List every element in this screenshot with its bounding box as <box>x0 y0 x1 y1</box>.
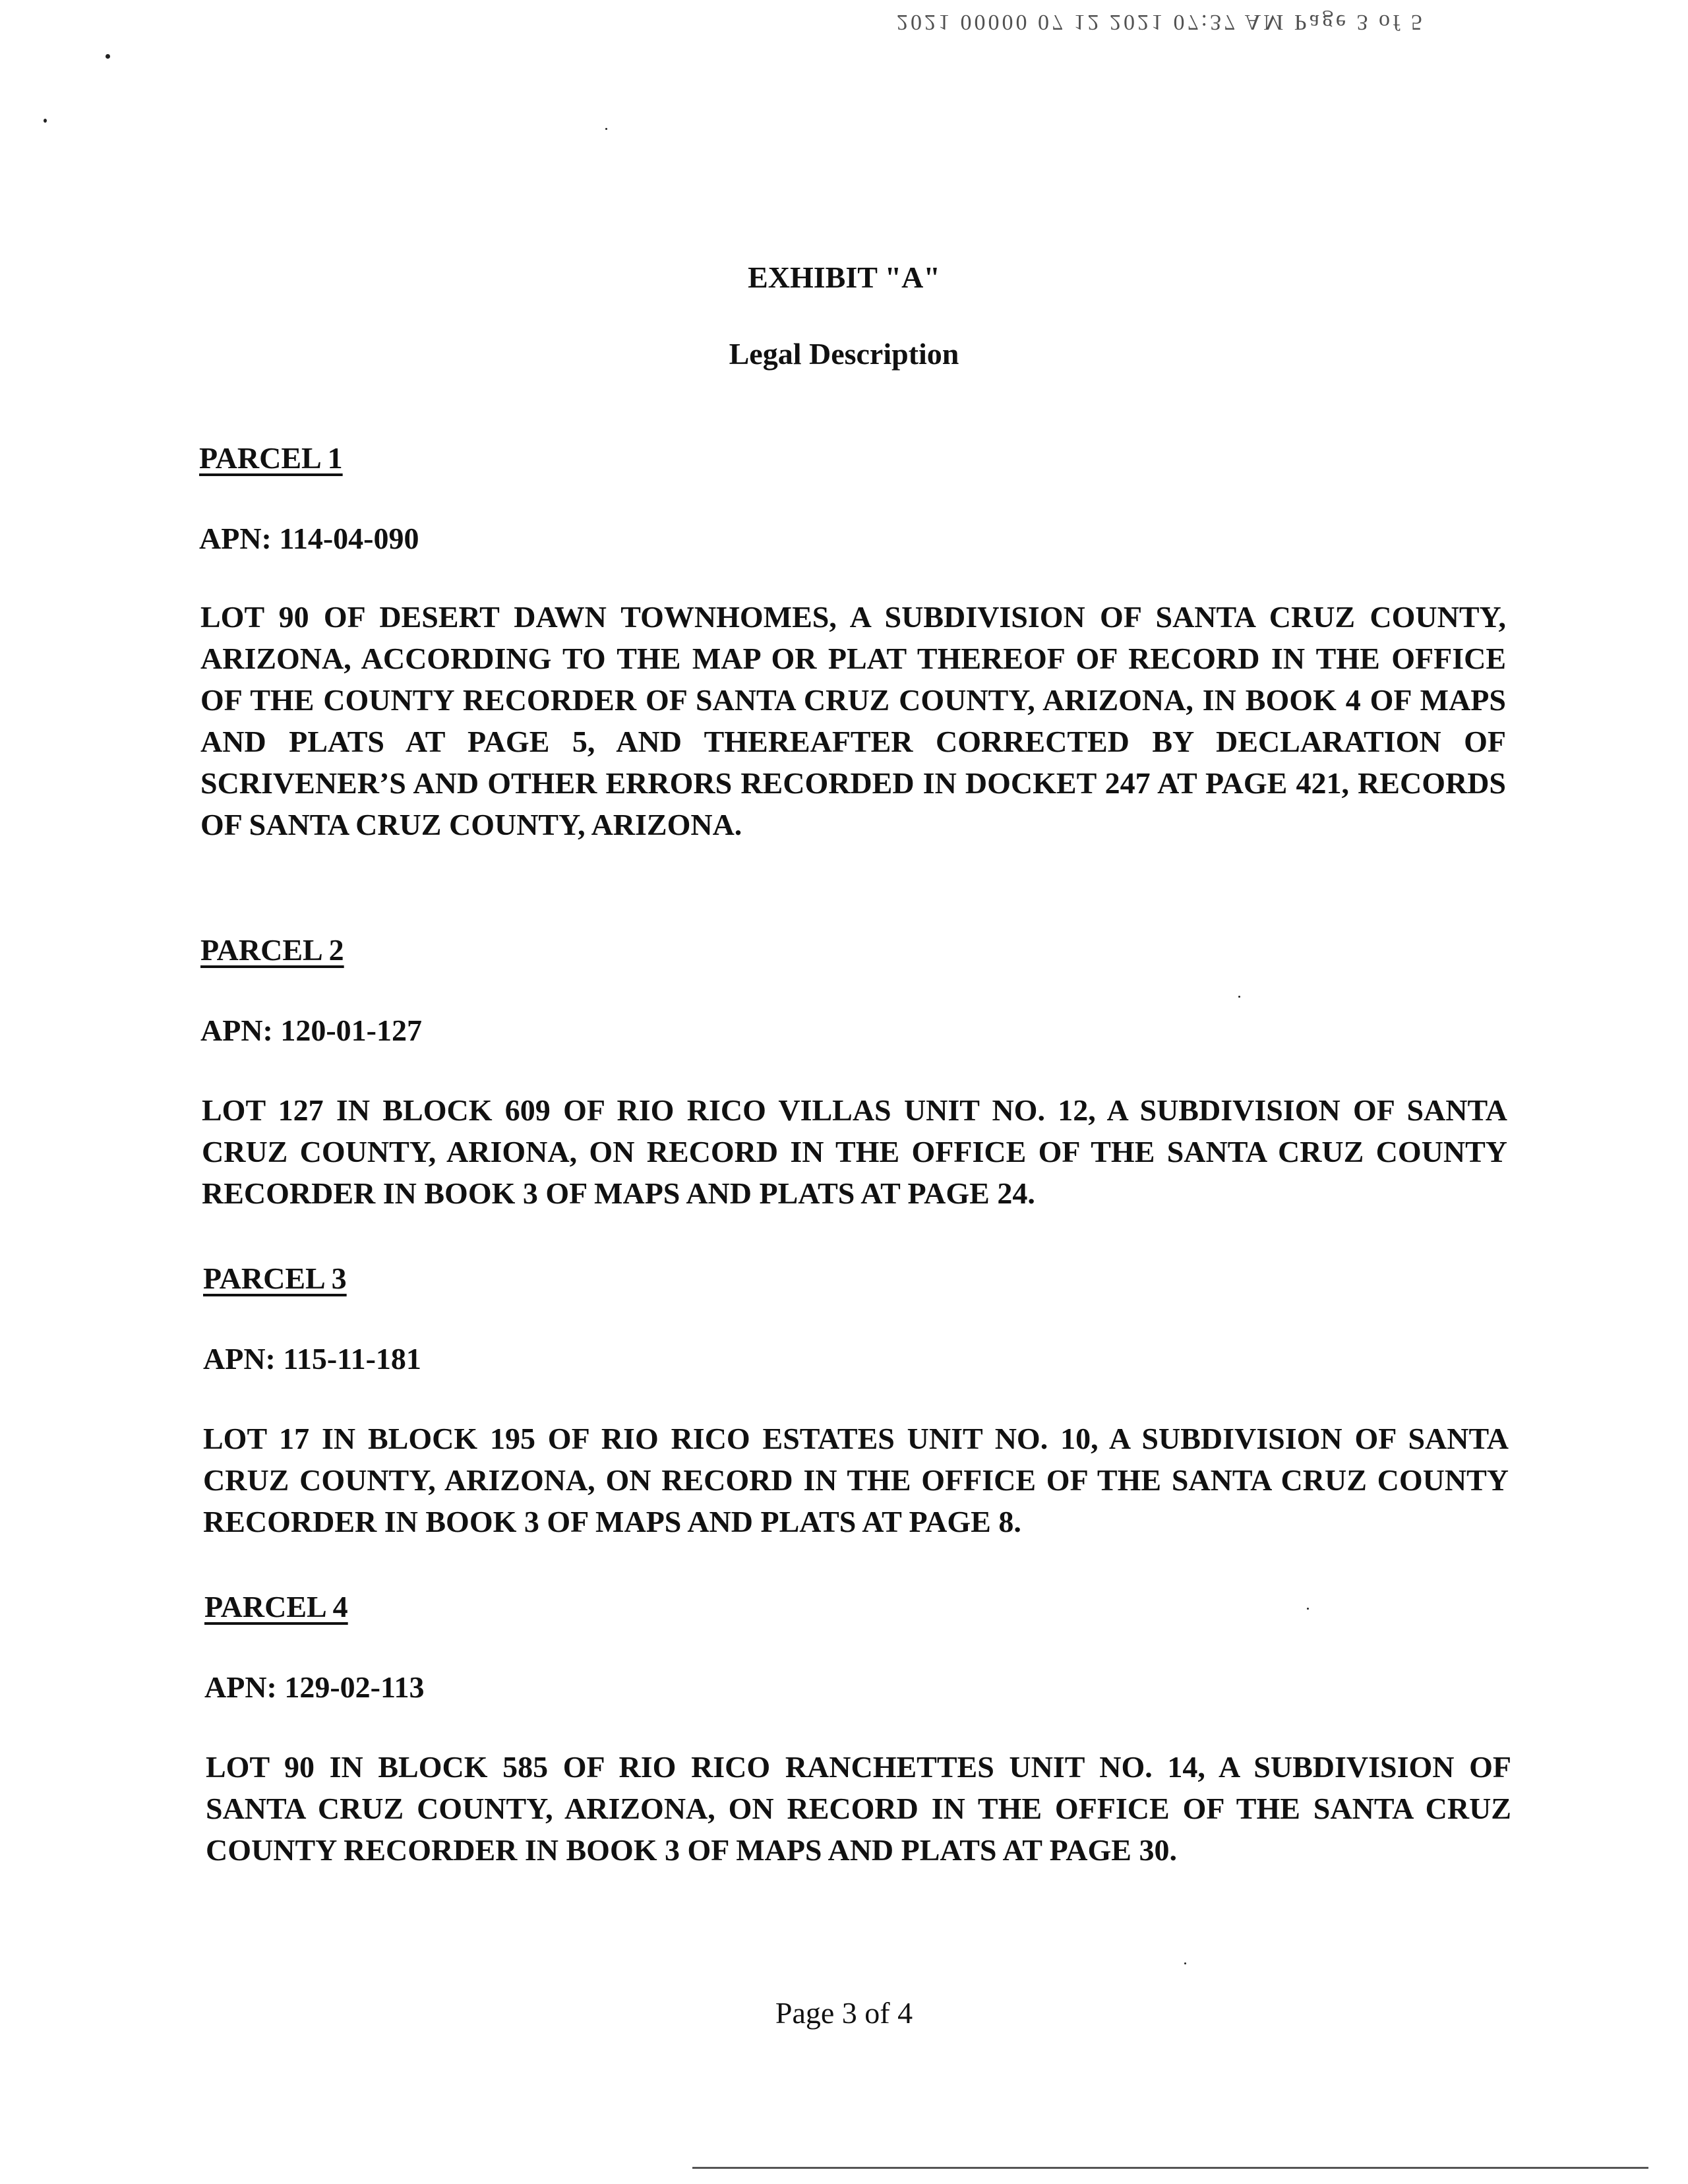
bottom-rule <box>692 2167 1648 2169</box>
parcel-2-description: LOT 127 IN BLOCK 609 OF RIO RICO VILLAS UNIT NO. 12, A SUBDIVISION OF SANTA CRUZ COUNTY, ARIONA, ON RECORD IN THE OFFICE OF THE SANTA CRUZ COUNTY RECORDER IN BOOK 3 OF MAPS AND PLATS AT PAGE 24. <box>202 1093 1507 1210</box>
scan-speck <box>1184 1962 1186 1964</box>
parcel-2-apn: APN: 120-01-127 <box>200 1014 422 1047</box>
parcel-3-apn: APN: 115-11-181 <box>203 1342 421 1376</box>
parcel-4-heading: PARCEL 4 <box>204 1590 348 1623</box>
parcel-2-heading: PARCEL 2 <box>200 933 344 967</box>
scan-speck <box>106 54 110 59</box>
exhibit-title: EXHIBIT "A" <box>748 260 940 294</box>
parcel-4-apn: APN: 129-02-113 <box>204 1670 425 1704</box>
recording-stamp: 2021 00000 07 12 2021 07:37 AM Page 3 of 5 <box>897 10 1425 34</box>
parcel-3-heading: PARCEL 3 <box>203 1261 347 1295</box>
parcel-1-apn: APN: 114-04-090 <box>199 522 419 555</box>
parcel-1-description: LOT 90 OF DESERT DAWN TOWNHOMES, A SUBDIVISION OF SANTA CRUZ COUNTY, ARIZONA, ACCORDING TO THE MAP OR PLAT THEREOF OF RECORD IN THE OFFICE OF THE COUNTY RECORDER OF SANTA CRUZ COUNTY, ARIZONA, IN BOOK 4 OF MAPS AND PLATS AT PAGE 5, AND THEREAFTER CORRECTED BY DECLARATION OF SCRIVENER’S AND OTHER ERRORS RECORDED IN DOCKET 247 AT PAGE 421, RECORDS OF SANTA CRUZ COUNTY, ARIZONA. <box>200 600 1506 841</box>
scan-speck <box>44 119 47 123</box>
scan-speck <box>1307 1608 1309 1610</box>
scan-speck <box>605 128 607 130</box>
document-subtitle: Legal Description <box>729 337 959 371</box>
scan-speck <box>1238 996 1240 998</box>
parcel-3-description: LOT 17 IN BLOCK 195 OF RIO RICO ESTATES UNIT NO. 10, A SUBDIVISION OF SANTA CRUZ COUNTY, ARIZONA, ON RECORD IN THE OFFICE OF THE SANTA CRUZ COUNTY RECORDER IN BOOK 3 OF MAPS AND PLATS AT PAGE 8. <box>203 1422 1509 1538</box>
parcel-4-description: LOT 90 IN BLOCK 585 OF RIO RICO RANCHETTES UNIT NO. 14, A SUBDIVISION OF SANTA CRUZ COUNTY, ARIZONA, ON RECORD IN THE OFFICE OF THE SANTA CRUZ COUNTY RECORDER IN BOOK 3 OF MAPS AND PLATS AT PAGE 30. <box>206 1750 1511 1867</box>
parcel-1-heading: PARCEL 1 <box>199 441 343 475</box>
page-number: Page 3 of 4 <box>775 1996 913 2030</box>
